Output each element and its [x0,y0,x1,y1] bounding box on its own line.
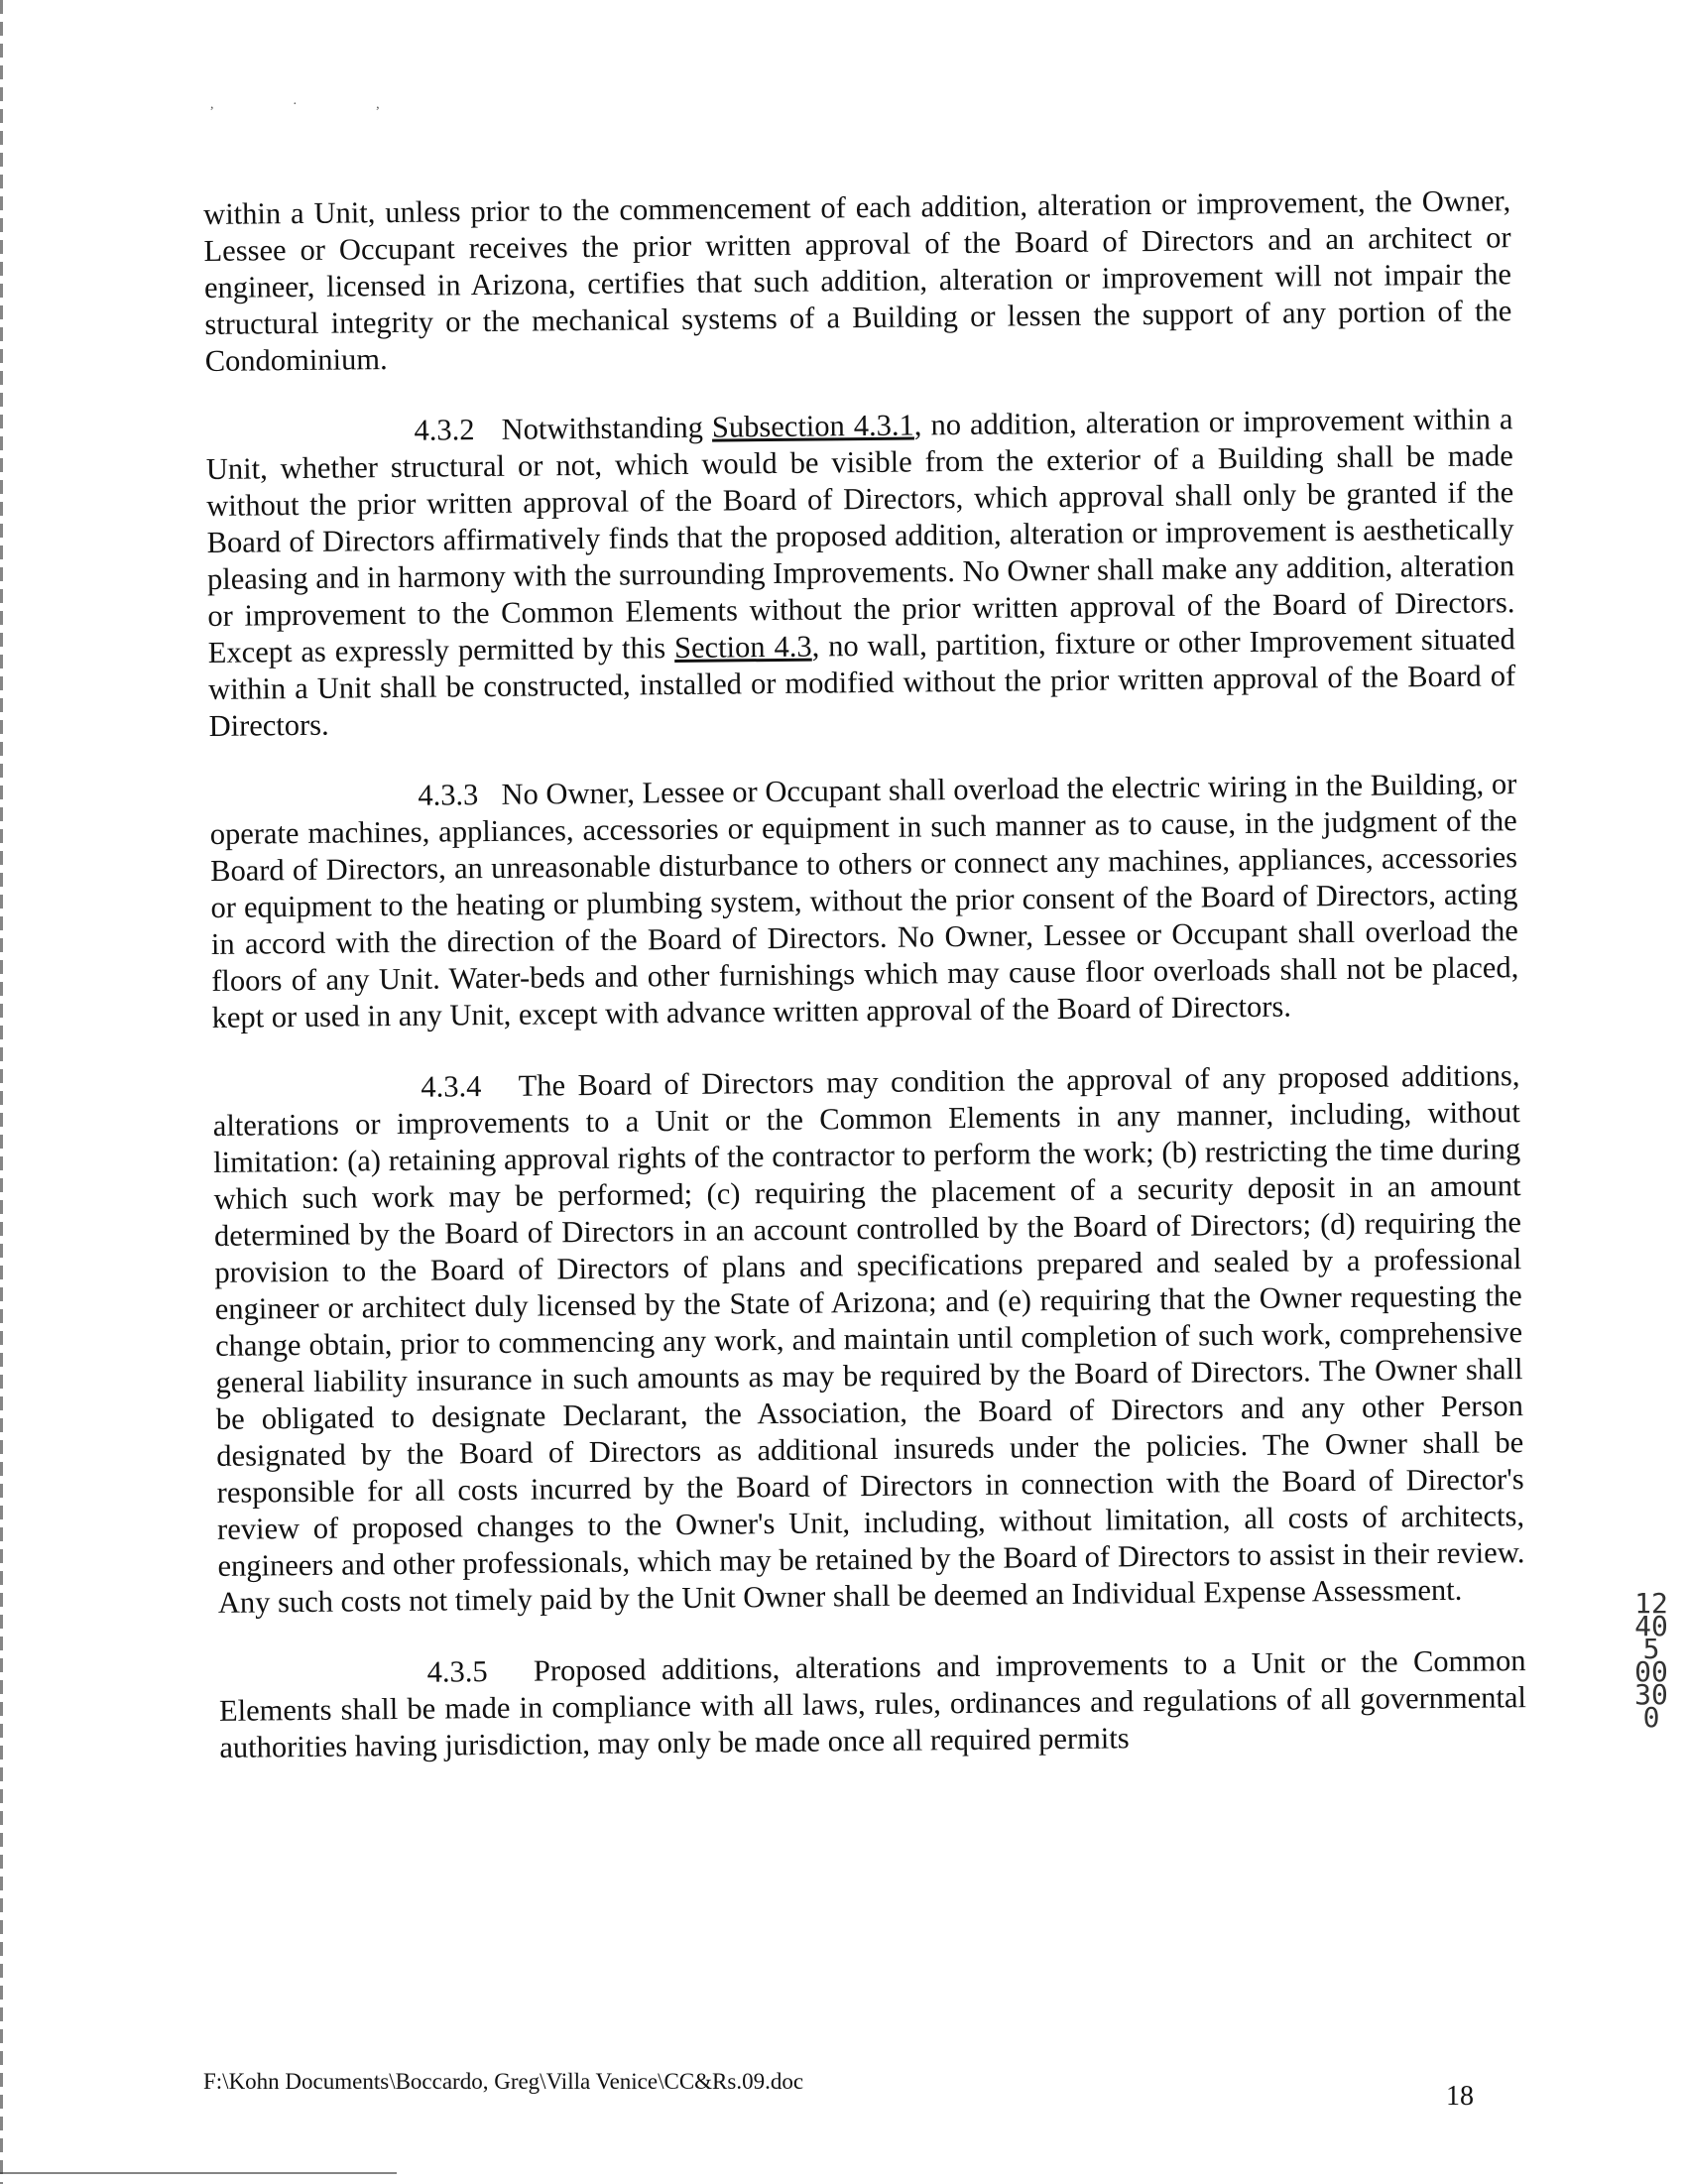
paragraph-4-3-3 [209,766,1519,1036]
section-reference: Section 4.3 [673,629,812,666]
paragraph-text-lead: Notwithstanding [501,410,713,446]
paragraph-text: within a Unit, unless prior to the commencement of each addition, alteration or improvement, the Owner, Lessee or Occupant receives the prior written approval of the Board of Directors and an architect or engineer, licensed in Arizona, certifies that such addition, alteration or improvement will not impair the structural integrity or the mechanical systems of a Building or lessen the support of any portion of the Condominium. [203,183,1512,378]
paragraph-text-tail: , no wall, partition, fixture or other Improvement situated within a Unit shall be constructed, installed or modified without the prior written approval of the Board of Directors. [208,622,1516,743]
scan-edge-marks [0,0,3,2184]
paragraph-text: Proposed additions, alterations and improvements to a Unit or the Common Elements shall be made in compliance with all laws, rules, ordinances and regulations of all governmental authorities having jurisdiction, may only be made once all required permits [218,1643,1527,1764]
section-number: 4.3.5 [426,1654,488,1689]
section-number: 4.3.2 [414,413,475,447]
subsection-reference: Subsection 4.3.1 [711,408,915,444]
document-body [203,182,1527,1801]
paragraph-4-3-5 [218,1642,1526,1766]
paragraph-text: No Owner, Lessee or Occupant shall overload the electric wiring in the Building, or operate machines, appliances, accessories or equipment in such manner as to cause, in the judgment of the Board of Directors, an unreasonable disturbance to others or connect any machines, appliances, accessories or equipment to the heating or plumbing system, without the prior consent of the Board of Directors, acting in accord with the direction of the Board of Directors. No Owner, Lessee or Occupant shall overload the floors of any Unit. Water-beds and other furnishings which may cause floor overloads shall not be placed, kept or used in any Unit, except with advance written approval of the Board of Directors. [209,767,1519,1034]
section-number: 4.3.3 [418,778,479,812]
bottom-scan-line [0,2172,397,2174]
side-document-stamp: 12405 00300 [1634,1587,1668,1734]
paragraph-text: The Board of Directors may condition the approval of any proposed additions, alterations or improvements to a Unit or the Common Elements in any manner, including, without limitation: (a) retaining approval rights of the contractor to perform the work; (b) restricting the time during which such work may be performed; (c) requiring the placement of a security deposit in an amount determined by the Board of Directors in an account controlled by the Board of Directors; (d) requiring the provision to the Board of Directors of plans and specifications prepared and sealed by a professional engineer or architect duly licensed by the State of Arizona; and (e) requiring that the Owner requesting the change obtain, prior to commencing any work, and maintain until completion of such work, comprehensive general liability insurance in such amounts as may be required by the Board of Directors. The Owner shall be obligated to designate Declarant, the Association, the Board of Directors and any other Person designated by the Board of Directors as additional insureds under the policies. The Owner shall be responsible for all costs incurred by the Board of Directors in connection with the Board of Director's review of proposed changes to the Owner's Unit, including, without limitation, all costs of architects, engineers and other professionals, which may be retained by the Board of Directors to assist in their review. Any such costs not timely paid by the Unit Owner shall be deemed an Individual Expense Assessment. [212,1058,1525,1620]
paragraph-4-3-2 [205,401,1515,745]
paragraph-4-3-4 [212,1057,1525,1622]
paragraph-text-mid: , no addition, alteration or improvement within a Unit, whether structural or not, which would be visible from the exterior of a Building shall be made without the prior written approval of the Board of Directors, which approval shall only be granted if the Board of Directors affirmatively finds that the proposed addition, alteration or improvement is aesthetically pleasing and in harmony with the surrounding Improvements. No Owner shall make any addition, alteration or improvement to the Common Elements without the prior written approval of the Board of Directors. Except as expressly permitted by this [205,402,1515,669]
footer-file-path: F:\Kohn Documents\Boccardo, Greg\Villa Venice\CC&Rs.09.doc [203,2069,804,2094]
paragraph-continuation [203,182,1512,380]
page-number: 18 [1446,2081,1474,2112]
section-number: 4.3.4 [421,1069,482,1104]
stray-marks: , · , [210,97,418,112]
